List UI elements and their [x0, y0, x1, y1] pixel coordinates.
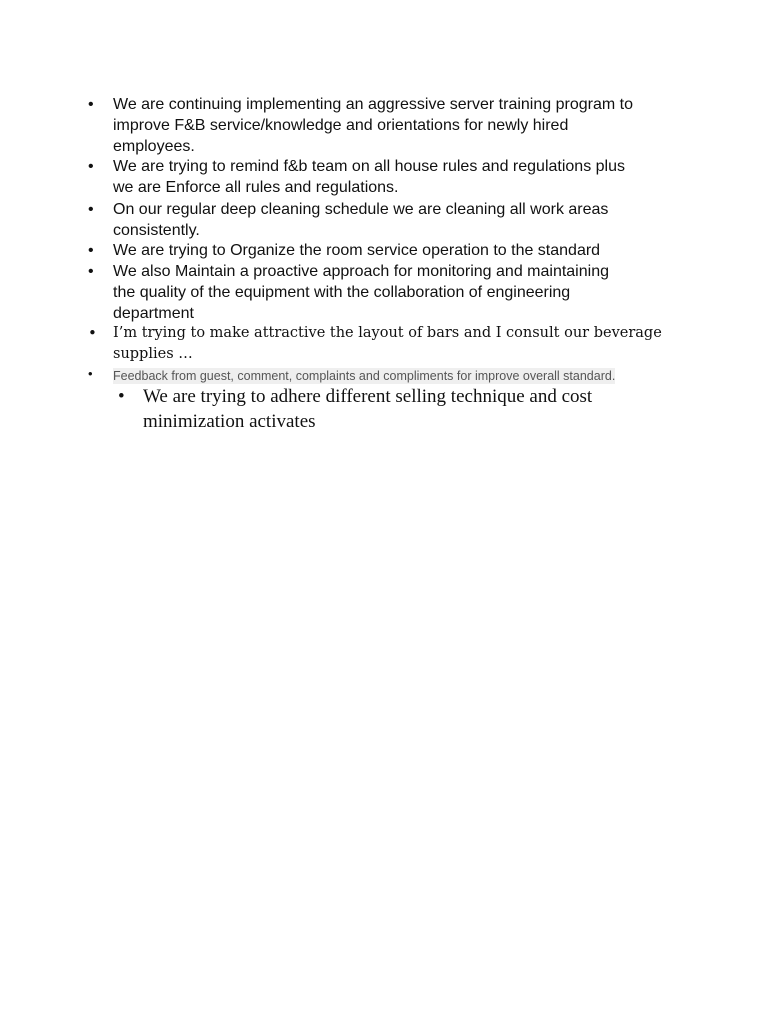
list-item-line: department	[113, 305, 194, 322]
list-item-line: Feedback from guest, comment, complaints and compliments for improve overall standard.	[113, 369, 616, 383]
list-item-line: employees.	[113, 138, 195, 155]
list-item-line: supplies …	[113, 346, 193, 362]
list-item-line: We are continuing implementing an aggressive server training program to	[113, 96, 633, 113]
list-item-line: minimization activates	[143, 411, 316, 432]
list-item-line: On our regular deep cleaning schedule we are cleaning all work areas	[113, 201, 609, 218]
list-item-line: We also Maintain a proactive approach for monitoring and maintaining	[113, 263, 609, 280]
list-item-line: improve F&B service/knowledge and orientations for newly hired	[113, 117, 569, 134]
list-item	[113, 367, 615, 385]
list-item	[143, 384, 592, 434]
bullet-marker: •	[88, 324, 97, 342]
list-item	[113, 156, 625, 198]
list-item-line: the quality of the equipment with the collaboration of engineering	[113, 284, 571, 301]
list-item	[113, 94, 633, 157]
bullet-marker: •	[88, 158, 94, 175]
list-item-line: I’m trying to make attractive the layout of bars and I consult our beverage	[113, 325, 662, 341]
list-item	[113, 240, 600, 261]
bullet-marker: •	[88, 96, 94, 113]
list-item	[113, 199, 608, 241]
bullet-marker: •	[118, 386, 125, 407]
list-item-line: consistently.	[113, 222, 200, 239]
list-item-line: we are Enforce all rules and regulations.	[113, 179, 399, 196]
bullet-marker: •	[88, 366, 93, 381]
bullet-marker: •	[88, 242, 94, 259]
list-item-line: We are trying to Organize the room service operation to the standard	[113, 242, 601, 259]
list-item-line: We are trying to adhere different selling technique and cost	[143, 386, 593, 407]
list-item-line: We are trying to remind f&b team on all house rules and regulations plus	[113, 158, 625, 175]
bullet-marker: •	[88, 263, 94, 280]
bullet-marker: •	[88, 201, 94, 218]
list-item	[113, 261, 609, 324]
list-item	[113, 323, 662, 365]
